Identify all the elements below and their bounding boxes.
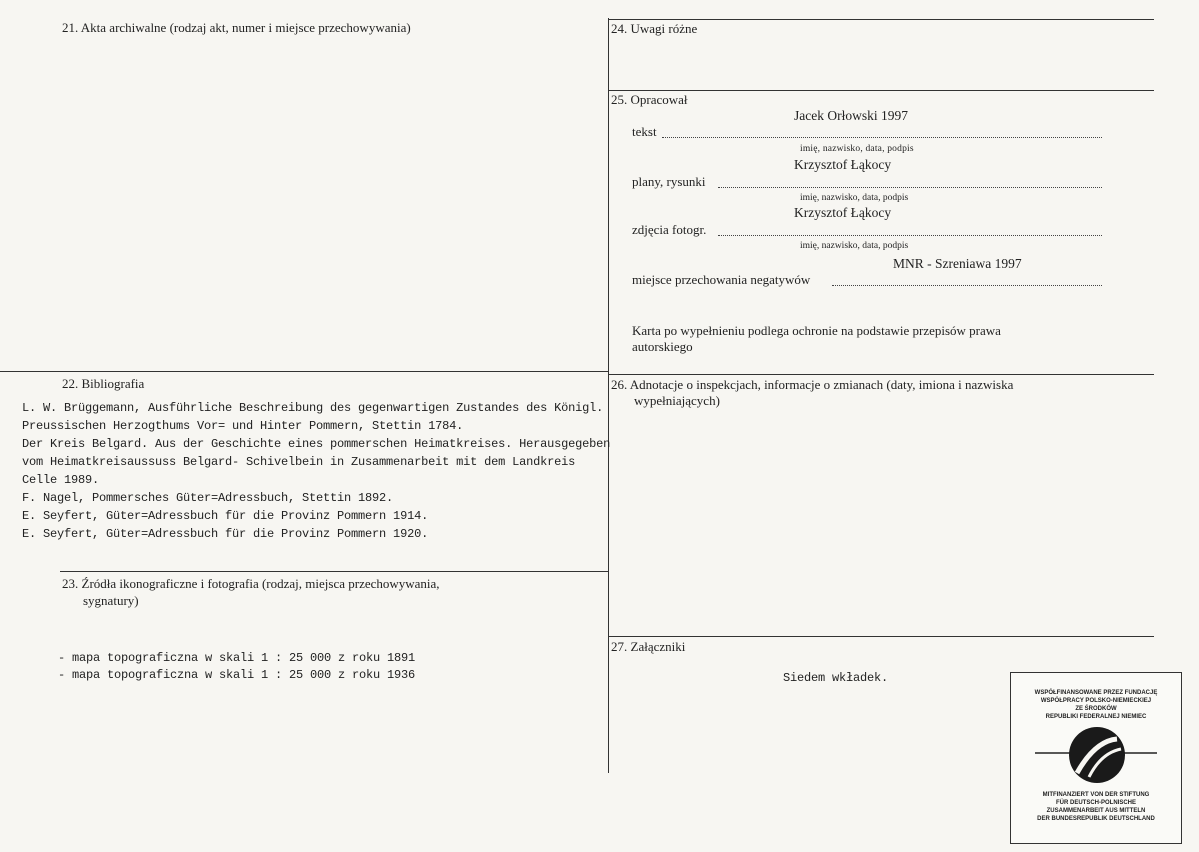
stamp-line: WSPÓŁPRACY POLSKO-NIEMIECKIEJ [1040, 698, 1152, 704]
divider-24-25 [608, 90, 1154, 91]
divider-22-23 [60, 571, 608, 572]
iconography-item: - mapa topograficzna w skali 1 : 25 000 z roku 1936 [58, 668, 416, 682]
stamp-line: ZUSAMMENARBEIT AUS MITTELN [1046, 808, 1146, 814]
funding-stamp [1010, 672, 1182, 844]
section-23-heading-cont: sygnatury) [83, 593, 139, 608]
divider-top-right [608, 19, 1154, 20]
text-author-value: Jacek Orłowski 1997 [794, 108, 908, 123]
foundation-logo-icon [1033, 725, 1159, 787]
section-21-heading: 21. Akta archiwalne (rodzaj akt, numer i miejsce przechowywania) [62, 20, 411, 35]
column-divider [608, 18, 609, 773]
negatives-dotted-line [832, 285, 1102, 286]
plans-caption: imię, nazwisko, data, podpis [800, 193, 909, 203]
section-26-heading-cont: wypełniających) [634, 393, 720, 408]
section-26-heading: 26. Adnotacje o inspekcjach, informacje o zmianach (daty, imiona i nazwiska [611, 377, 1014, 392]
plans-label: plany, rysunki [632, 174, 706, 189]
text-dotted-line [662, 137, 1102, 138]
iconography-item: - mapa topograficzna w skali 1 : 25 000 z roku 1891 [58, 651, 416, 665]
bibliography-entry: Celle 1989. [22, 473, 100, 487]
bibliography-entry: Preussischen Herzogthums Vor= und Hinter Pommern, Stettin 1784. [22, 419, 464, 433]
bibliography-entry: F. Nagel, Pommersches Güter=Adressbuch, Stettin 1892. [22, 491, 394, 505]
negatives-label: miejsce przechowania negatywów [632, 272, 811, 287]
divider-25-26 [608, 374, 1154, 375]
plans-dotted-line [718, 187, 1102, 188]
section-24-heading: 24. Uwagi różne [611, 21, 698, 36]
photos-label: zdjęcia fotogr. [632, 222, 707, 237]
photos-caption: imię, nazwisko, data, podpis [800, 241, 909, 251]
attachments-value: Siedem wkładek. [783, 671, 889, 685]
section-25-heading: 25. Opracował [611, 92, 688, 107]
bibliography-entry: vom Heimatkreisaussuss Belgard- Schivelbein in Zusammenarbeit mit dem Landkreis [22, 455, 576, 469]
photos-dotted-line [718, 235, 1102, 236]
text-caption: imię, nazwisko, data, podpis [800, 144, 914, 154]
stamp-line: DER BUNDESREPUBLIK DEUTSCHLAND [1037, 816, 1155, 822]
bibliography-entry: Der Kreis Belgard. Aus der Geschichte eines pommerschen Heimatkreises. Herausgegeben [22, 437, 611, 451]
photos-author-value: Krzysztof Łąkocy [794, 205, 892, 220]
section-22-heading: 22. Bibliografia [62, 376, 145, 391]
bibliography-entry: E. Seyfert, Güter=Adressbuch für die Provinz Pommern 1914. [22, 509, 429, 523]
stamp-line: ZE ŚRODKÓW [1075, 706, 1117, 712]
text-label: tekst [632, 124, 657, 139]
copyright-note: Karta po wypełnieniu podlega ochronie na podstawie przepisów prawa [632, 323, 1001, 338]
plans-author-value: Krzysztof Łąkocy [794, 157, 892, 172]
negatives-value: MNR - Szreniawa 1997 [893, 256, 1022, 271]
stamp-line: REPUBLIKI FEDERALNEJ NIEMIEC [1045, 714, 1147, 720]
stamp-line: WSPÓŁFINANSOWANE PRZEZ FUNDACJĘ [1034, 690, 1158, 696]
copyright-note-cont: autorskiego [632, 339, 693, 354]
divider-26-27 [608, 636, 1154, 637]
bibliography-entry: L. W. Brüggemann, Ausführliche Beschreibung des gegenwartigen Zustandes des Königl. [22, 401, 604, 415]
section-27-heading: 27. Załączniki [611, 639, 686, 654]
stamp-line: MITFINANZIERT VON DER STIFTUNG [1042, 792, 1150, 798]
bibliography-list [22, 399, 610, 543]
bibliography-entry: E. Seyfert, Güter=Adressbuch für die Provinz Pommern 1920. [22, 527, 429, 541]
divider-21-22 [0, 371, 608, 372]
stamp-line: FÜR DEUTSCH-POLNISCHE [1055, 800, 1136, 806]
section-23-heading: 23. Źródła ikonograficzne i fotografia (rodzaj, miejsca przechowywania, [62, 576, 440, 591]
